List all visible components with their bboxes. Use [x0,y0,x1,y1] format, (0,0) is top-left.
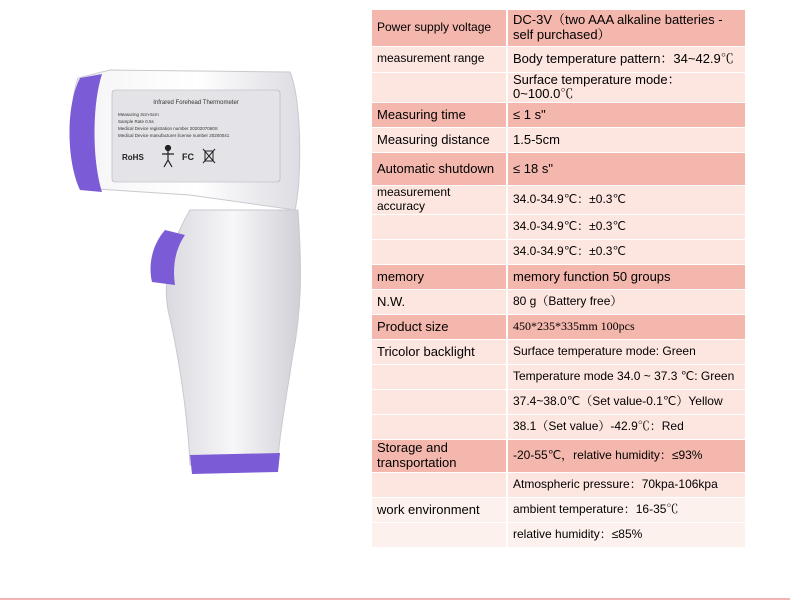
spec-row [372,364,745,389]
spec-label [372,472,507,497]
spec-label [372,214,507,239]
spec-row [372,389,745,414]
spec-value: 38.1（Set value）-42.9℃：Red [507,414,745,439]
spec-value: ≤ 18 s" [507,153,745,186]
spec-row [372,472,745,497]
spec-row [372,128,745,153]
spec-label: N.W. [372,289,507,314]
spec-value: Body temperature pattern：34~42.9℃ [507,46,745,72]
spec-value: 450*235*335mm 100pcs [507,314,745,339]
spec-label: Tricolor backlight [372,339,507,364]
spec-row [372,46,745,72]
spec-value: 1.5-5cm [507,128,745,153]
label-title: Infrared Forehead Thermometer [153,100,239,106]
spec-label: Power supply voltage [372,10,507,46]
spec-row [372,339,745,364]
fc-mark: FC [182,152,194,162]
spec-row [372,414,745,439]
weee-bin-icon [203,149,215,163]
spec-label [372,364,507,389]
spec-row [372,289,745,314]
rohs-mark: RoHS [122,153,144,162]
spec-value: 80 g（Battery free） [507,289,745,314]
spec-label: Measuring distance [372,128,507,153]
spec-label [372,522,507,547]
spec-value: 34.0-34.9℃：±0.3℃ [507,214,745,239]
spec-value: memory function 50 groups [507,264,745,289]
spec-value: 34.0-34.9℃：±0.3℃ [507,186,745,215]
spec-row [372,314,745,339]
spec-value: Surface temperature mode: Green [507,339,745,364]
spec-label: measurement accuracy [372,186,507,215]
label-line: Sample Rate 0.5s [118,119,154,124]
spec-label [372,239,507,264]
spec-label: work environment [372,497,507,522]
spec-row [372,522,745,547]
spec-label: Storage and transportation [372,439,507,472]
spec-row [372,439,745,472]
label-line: Medical Device manufacturer license number 20200041 [118,133,230,138]
spec-label [372,389,507,414]
spec-value: 37.4~38.0℃（Set value-0.1℃）Yellow [507,389,745,414]
spec-value: relative humidity：≤85% [507,522,745,547]
spec-value: Surface temperature mode：0~100.0℃ [507,72,745,103]
spec-value: ambient temperature：16-35℃ [507,497,745,522]
spec-label [372,414,507,439]
bottom-divider [0,598,790,600]
spec-label: measurement range [372,46,507,72]
spec-label: Product size [372,314,507,339]
label-line: Measuring 3cm-5cm [118,112,159,117]
spec-table [372,10,745,548]
spec-value: DC-3V（two AAA alkaline batteries - self purchased） [507,10,745,46]
spec-label: memory [372,264,507,289]
base-band [190,453,280,474]
spec-row [372,103,745,128]
handle-shape [166,210,300,465]
spec-label [372,72,507,103]
spec-value: ≤ 1 s" [507,103,745,128]
spec-row [372,264,745,289]
thermometer-image [40,60,340,490]
spec-row [372,72,745,103]
spec-row [372,186,745,215]
spec-row [372,214,745,239]
spec-label: Automatic shutdown [372,153,507,186]
spec-row [372,10,745,46]
spec-row [372,497,745,522]
spec-value: Temperature mode 34.0 ~ 37.3 ℃: Green [507,364,745,389]
spec-label: Measuring time [372,103,507,128]
label-line: Medical Device registration number 2020207060S [118,126,218,131]
spec-row [372,239,745,264]
spec-value: 34.0-34.9℃：±0.3℃ [507,239,745,264]
spec-row [372,153,745,186]
spec-value: -20-55℃，relative humidity：≤93% [507,439,745,472]
spec-value: Atmospheric pressure：70kpa-106kpa [507,472,745,497]
